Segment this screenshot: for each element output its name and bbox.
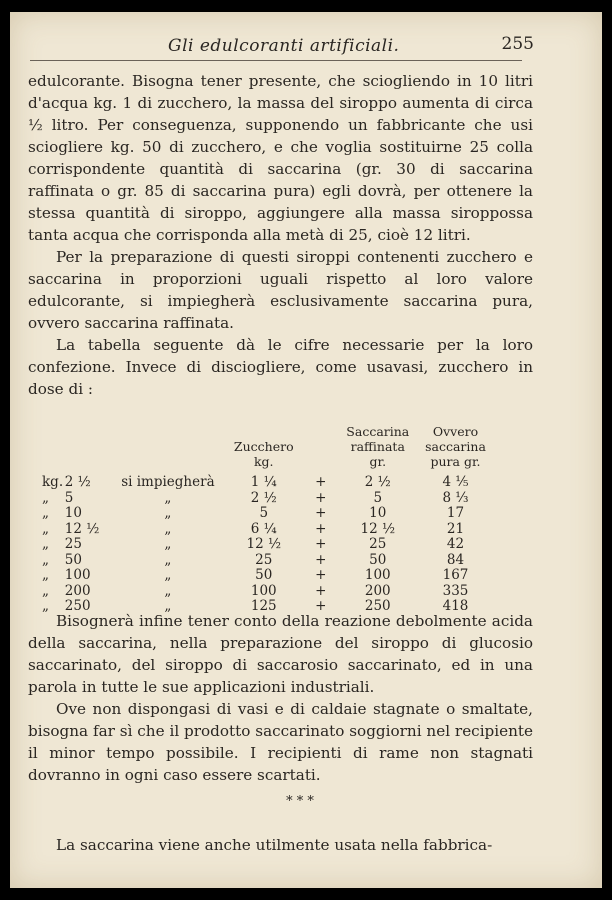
row-plus: +: [315, 598, 327, 614]
row-ovvero: 21: [446, 520, 465, 537]
table-row: [42, 506, 497, 522]
row-unit: „: [42, 489, 49, 506]
paragraph: Per la preparazione di questi siroppi contenenti zucchero e saccarina in proporzioni uguali rispetto al loro valore edulcorante, si impiegherà esclusivamente saccarina pura, ovvero saccarina raffinata.: [28, 248, 533, 332]
row-ovvero: 418: [442, 598, 469, 614]
row-saccarina: 12 ½: [360, 520, 396, 537]
row-verb: „: [164, 598, 172, 614]
row-unit: „: [42, 551, 49, 568]
row-zucchero: 100: [250, 582, 277, 599]
paragraph: Bisognerà infine tener conto della reazione debolmente acida della saccarina, nella preparazione del siroppo di glucosio saccarinato, del siroppo di saccarosio saccarinato, ed in una parola in tutte le sue applicazioni industriali.: [28, 612, 533, 696]
table-row: [42, 491, 497, 507]
body-text-top: [28, 70, 533, 400]
body-text-bottom: [28, 610, 533, 786]
table-row: [42, 553, 497, 569]
row-ovvero: 84: [446, 551, 465, 568]
row-verb: „: [164, 536, 172, 552]
row-quantity: 2 ½: [64, 474, 91, 490]
row-saccarina: 25: [369, 536, 387, 552]
row-zucchero: 5: [259, 505, 269, 521]
paragraph-continued: La saccarina viene anche utilmente usata nella fabbrica-: [56, 836, 493, 854]
row-zucchero: 1 ¼: [250, 474, 277, 490]
row-plus: +: [315, 567, 327, 583]
page-number: 255: [501, 34, 534, 54]
row-verb: „: [164, 551, 172, 568]
row-verb: „: [164, 520, 172, 537]
row-ovvero: 167: [442, 567, 469, 583]
asterism: * * *: [286, 794, 314, 809]
row-unit: „: [42, 582, 49, 599]
row-saccarina: 250: [364, 598, 391, 614]
row-saccarina: 5: [373, 489, 383, 506]
row-unit: kg.: [42, 474, 64, 490]
row-plus: +: [315, 551, 327, 568]
row-ovvero: 42: [446, 536, 465, 552]
row-plus: +: [315, 536, 327, 552]
row-unit: „: [42, 598, 49, 614]
row-zucchero: 6 ¼: [250, 520, 277, 537]
row-ovvero: 8 ⅓: [442, 489, 469, 506]
row-unit: „: [42, 536, 49, 552]
running-header: [30, 30, 534, 61]
row-plus: +: [315, 489, 327, 506]
row-zucchero: 125: [250, 598, 277, 614]
table-row: [42, 584, 497, 600]
table-row: [42, 568, 497, 584]
header-ovvero: Ovvero saccarina pura gr.: [425, 424, 486, 469]
row-saccarina: 50: [369, 551, 387, 568]
row-unit: „: [42, 520, 49, 537]
row-ovvero: 4 ⅕: [442, 474, 469, 490]
row-unit: „: [42, 505, 49, 521]
row-quantity: 25: [64, 536, 82, 552]
saccharin-table: [42, 424, 497, 615]
table-row: [42, 522, 497, 538]
paragraph: Ove non dispongasi di vasi e di caldaie stagnate o smaltate, bisogna far sì che il prodotto saccarinato soggiorni nel recipiente il minor tempo possibile. I recipienti di rame non stagnati dovranno in ogni caso essere scartati.: [28, 700, 533, 784]
paragraph: La tabella seguente dà le cifre necessarie per la loro confezione. Invece di disciogliere, come usavasi, zucchero in dose di :: [28, 336, 533, 398]
row-quantity: 50: [64, 551, 82, 568]
header-saccarina: Saccarina raffinata gr.: [346, 424, 410, 469]
row-zucchero: 25: [255, 551, 273, 568]
row-ovvero: 17: [446, 505, 465, 521]
row-plus: +: [315, 474, 327, 490]
row-saccarina: 100: [364, 567, 391, 583]
row-quantity: 200: [64, 582, 91, 599]
row-quantity: 12 ½: [64, 520, 100, 537]
row-verb: si impiegherà: [121, 474, 215, 490]
row-saccarina: 200: [364, 582, 391, 599]
row-zucchero: 12 ½: [246, 536, 282, 552]
row-zucchero: 50: [255, 567, 273, 583]
header-zucchero: Zucchero kg.: [233, 439, 294, 469]
row-quantity: 10: [64, 505, 82, 521]
row-quantity: 250: [64, 598, 91, 614]
row-plus: +: [315, 505, 327, 521]
row-plus: +: [315, 582, 327, 599]
row-verb: „: [164, 567, 172, 583]
book-page: [10, 12, 602, 888]
row-saccarina: 10: [369, 505, 387, 521]
row-unit: „: [42, 567, 49, 583]
table-header-row: [42, 424, 497, 475]
row-plus: +: [315, 520, 327, 537]
row-quantity: 100: [64, 567, 91, 583]
row-quantity: 5: [64, 489, 74, 506]
running-title: Gli edulcoranti artificiali.: [168, 36, 400, 56]
row-verb: „: [164, 582, 172, 599]
table-row: [42, 475, 497, 491]
row-ovvero: 335: [442, 582, 469, 599]
table-row: [42, 537, 497, 553]
row-verb: „: [164, 505, 172, 521]
row-zucchero: 2 ½: [250, 489, 277, 506]
row-verb: „: [164, 489, 172, 506]
paragraph: edulcorante. Bisogna tener presente, che sciogliendo in 10 litri d'acqua kg. 1 di zucchero, la massa del siroppo aumenta di circa ½ litro. Per conseguenza, supponendo un fabbricante che usi sciogliere kg. 50 di zucchero, e che voglia sostituirne 25 colla corrispondente quantità di saccarina (gr. 30 di saccarina raffinata o gr. 85 di saccarina pura) egli dovrà, per ottenere la stessa quantità di siroppo, aggiungere alla massa siroppossa tanta acqua che corrisponda alla metà di 25, cioè 12 litri.: [28, 72, 533, 244]
row-saccarina: 2 ½: [364, 474, 391, 490]
table-body: [42, 475, 497, 615]
